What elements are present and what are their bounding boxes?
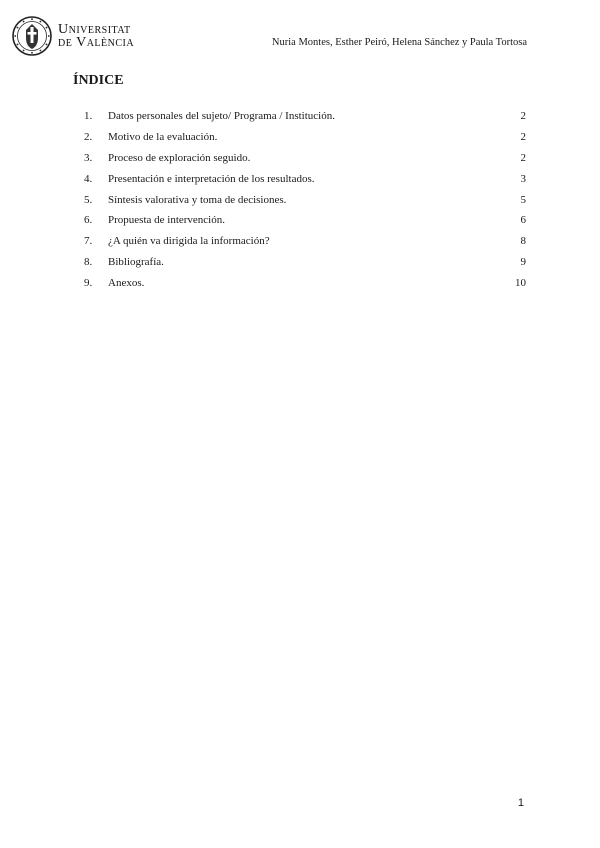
university-logo (12, 14, 142, 58)
university-seal-icon (12, 16, 52, 56)
toc-entry-2[interactable] (84, 127, 526, 148)
toc-page-number: 10 (515, 276, 526, 289)
toc-entry-4[interactable] (84, 168, 526, 189)
toc-title: Bibliografía. (108, 255, 164, 268)
toc-title: Propuesta de intervención. (108, 214, 225, 227)
toc-title: Proceso de exploración seguido. (108, 151, 251, 164)
toc-number: 4. (84, 172, 93, 185)
toc-page-number: 2 (520, 151, 526, 164)
toc-number: 9. (84, 276, 93, 289)
university-logo-text (58, 23, 134, 49)
toc-page-number: 9 (520, 255, 526, 268)
toc-number: 6. (84, 214, 93, 227)
toc-title: Datos personales del sujeto/ Programa / Institución. (108, 110, 335, 123)
toc-page-number: 5 (520, 193, 526, 206)
logo-line-1: Universitat (58, 22, 131, 37)
toc-title: Anexos. (108, 276, 145, 289)
index-title: ÍNDICE (73, 73, 124, 88)
page-number: 1 (517, 797, 524, 809)
toc-number: 3. (84, 151, 93, 164)
toc-title: ¿A quién va dirigida la información? (108, 235, 270, 248)
toc-number: 1. (84, 110, 93, 123)
toc-entry-9[interactable] (84, 272, 526, 293)
toc-number: 7. (84, 235, 93, 248)
toc-page-number: 2 (520, 110, 526, 123)
toc-page-number: 3 (520, 172, 526, 185)
toc-page-number: 8 (520, 235, 526, 248)
toc-entry-1[interactable] (84, 106, 526, 127)
toc-entry-3[interactable] (84, 148, 526, 169)
toc-entry-8[interactable] (84, 252, 526, 273)
toc-page-number: 6 (520, 214, 526, 227)
toc-number: 2. (84, 131, 93, 144)
table-of-contents (84, 106, 526, 293)
toc-title: Síntesis valorativa y toma de decisiones. (108, 193, 287, 206)
toc-title: Motivo de la evaluación. (108, 131, 218, 144)
toc-entry-6[interactable] (84, 210, 526, 231)
toc-entry-7[interactable] (84, 231, 526, 252)
toc-title: Presentación e interpretación de los resultados. (108, 172, 315, 185)
toc-number: 5. (84, 193, 93, 206)
toc-page-number: 2 (520, 131, 526, 144)
toc-entry-5[interactable] (84, 189, 526, 210)
header-authors: Nuria Montes, Esther Peiró, Helena Sánchez y Paula Tortosa (271, 37, 527, 48)
toc-number: 8. (84, 255, 93, 268)
logo-line-2: de València (58, 35, 135, 50)
